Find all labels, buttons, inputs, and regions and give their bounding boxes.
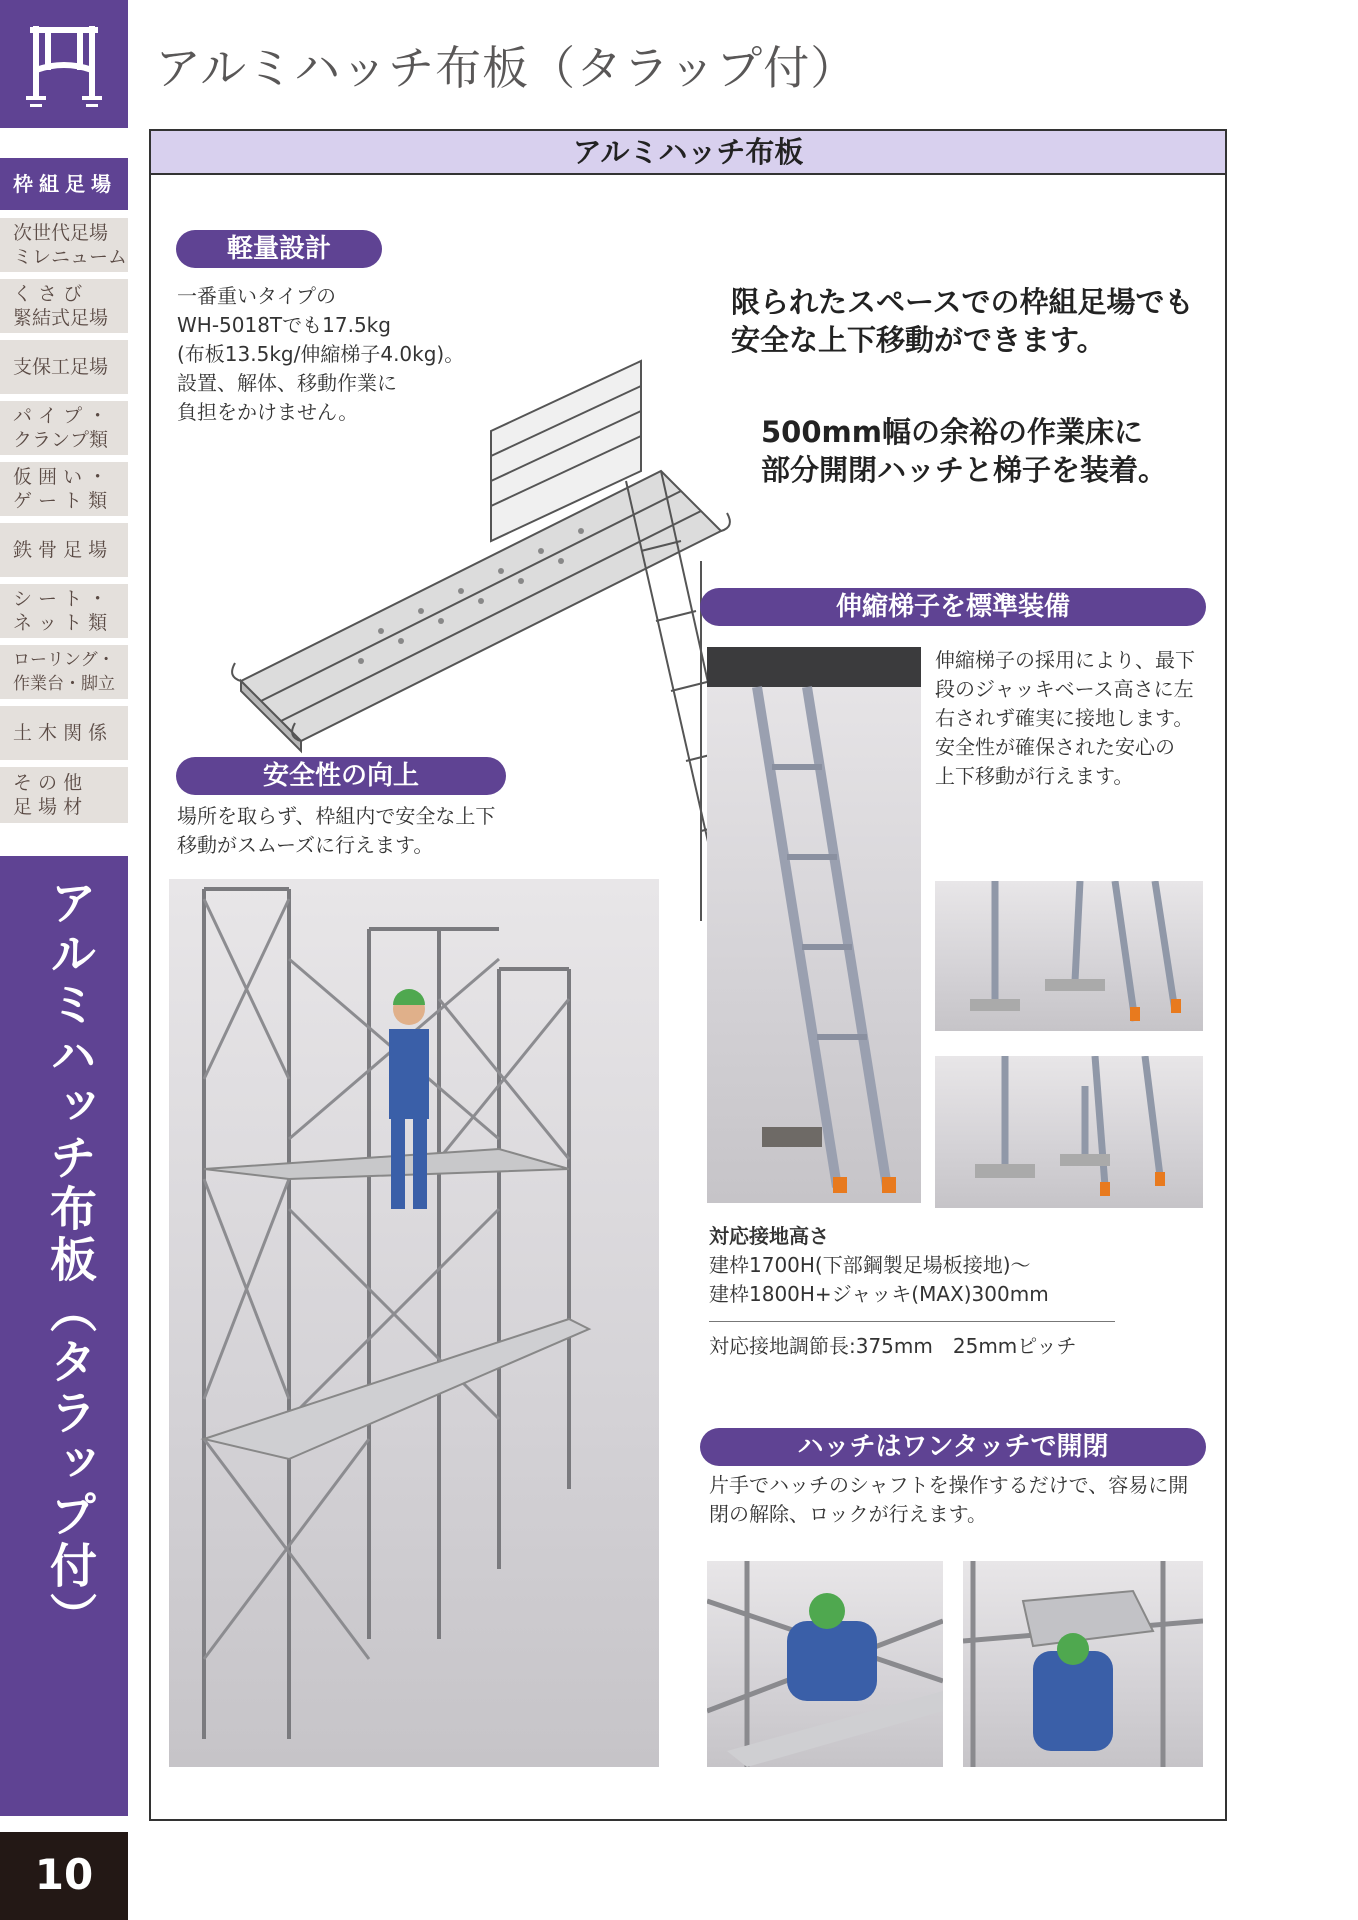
sidebar-item-shiho[interactable] [0, 340, 128, 394]
sidebar-item-label: 支保工足場 [13, 356, 109, 378]
text-line: 一番重いタイプの [177, 284, 336, 308]
text-line: 安全な上下移動ができます。 [731, 323, 1106, 357]
sidebar-item-pipe[interactable] [0, 401, 128, 455]
hatch-photo-1 [707, 1561, 943, 1767]
text-line: (布板13.5kg/伸縮梯子4.0kg)。 [177, 342, 465, 366]
text-line: 設置、解体、移動作業に [177, 371, 397, 395]
text-line: 500mm幅の余裕の作業床に [761, 415, 1143, 449]
jack-base-photo-2 [935, 1056, 1203, 1208]
spec-lines [709, 1251, 1049, 1309]
sidebar-item-waku[interactable] [0, 158, 128, 210]
scaffold-frame-icon [0, 0, 128, 128]
frame-header: アルミハッチ布板 [151, 131, 1225, 175]
text-line: 右されず確実に接地します。 [935, 706, 1194, 730]
sidebar-item-kusabi[interactable] [0, 279, 128, 333]
text-line: 建枠1700H(下部鋼製足場板接地)～ [709, 1253, 1031, 1277]
hatch-photo-graphic [963, 1561, 1203, 1767]
text-line: 安全性が確保された安心の [935, 735, 1175, 759]
sidebar-item-label: く さ び [13, 283, 83, 305]
text-line: 建枠1800H+ジャッキ(MAX)300mm [709, 1282, 1049, 1306]
sidebar-item-rolling[interactable] [0, 645, 128, 699]
hatch-photo-2 [963, 1561, 1203, 1767]
page-number: 10 [34, 1850, 94, 1899]
sidebar-item-millennium[interactable] [0, 218, 128, 272]
ladder-photo [707, 647, 921, 1203]
hatch-text [709, 1471, 1188, 1529]
page-title: アルミハッチ布板（タラップ付） [155, 41, 858, 95]
sidebar-item-label: 土 木 関 係 [13, 722, 108, 744]
sidebar-item-label: そ の 他 [13, 772, 83, 794]
sidebar-item-label: シ ー ト ・ [13, 588, 108, 610]
text-line: 段のジャッキベース高さに左 [935, 677, 1194, 701]
text-line: 伸縮梯子の採用により、最下 [935, 648, 1195, 672]
sidebar-item-sheet[interactable] [0, 584, 128, 638]
scaffold-photo-graphic [169, 879, 659, 1767]
sidebar-item-label: ゲ ー ト 類 [13, 490, 108, 512]
sidebar-item-label: クランプ類 [13, 429, 109, 451]
sidebar-item-label: 足 場 材 [13, 796, 83, 818]
heading-light-design: 軽量設計 [176, 230, 382, 268]
heading-one-touch-hatch: ハッチはワンタッチで開閉 [700, 1428, 1206, 1466]
safety-text [177, 802, 495, 860]
sidebar-item-label: ネ ッ ト 類 [13, 612, 108, 634]
vertical-section-title: アルミハッチ布板（タラップ付） [42, 878, 97, 1643]
jack-photo-graphic [935, 881, 1203, 1031]
sidebar-item-label: ローリング・ [13, 650, 115, 670]
text-line: WH-5018Tでも17.5kg [177, 313, 391, 337]
lead-text-2 [761, 413, 1167, 489]
page-number-box [0, 1832, 128, 1920]
text-line: 片手でハッチのシャフトを操作するだけで、容易に開 [709, 1473, 1189, 1497]
sidebar-item-label: 作業台・脚立 [13, 674, 115, 694]
ladder-text [935, 646, 1195, 791]
sidebar-item-label: 緊結式足場 [13, 307, 109, 329]
jack-photo-graphic [935, 1056, 1203, 1208]
scaffold-photo [169, 879, 659, 1767]
heading-telescopic-ladder: 伸縮梯子を標準装備 [700, 588, 1206, 626]
adjust-length: 対応接地調節長:375mm 25mmピッチ [709, 1334, 1077, 1358]
divider [709, 1321, 1115, 1322]
text-line: 部分開閉ハッチと梯子を装着。 [761, 453, 1168, 487]
spec-title: 対応接地高さ [709, 1224, 829, 1248]
sidebar-item-label: 枠組足場 [13, 172, 117, 196]
sidebar-item-sonota[interactable] [0, 767, 128, 823]
text-line: 上下移動が行えます。 [935, 764, 1134, 788]
sidebar-item-label: 次世代足場 [13, 222, 109, 244]
content-frame [149, 129, 1227, 1821]
brand-logo [0, 0, 128, 128]
text-line: 負担をかけません。 [177, 400, 359, 424]
heading-safety: 安全性の向上 [176, 757, 506, 795]
text-line: 場所を取らず、枠組内で安全な上下 [177, 804, 496, 828]
sidebar-item-label: 鉄 骨 足 場 [13, 539, 108, 561]
sidebar-item-label: ミレニューム [13, 246, 128, 268]
sidebar-item-kakoi[interactable] [0, 462, 128, 516]
text-line: 限られたスペースでの枠組足場でも [731, 285, 1194, 319]
section-title-band [0, 856, 128, 1816]
sidebar-item-tekkotsu[interactable] [0, 523, 128, 577]
ladder-photo-graphic [707, 647, 921, 1203]
sidebar-item-label: パ イ プ ・ [13, 405, 108, 427]
hatch-photo-graphic [707, 1561, 943, 1767]
lead-text-1 [731, 283, 1194, 359]
jack-base-photo-1 [935, 881, 1203, 1031]
text-line: 閉の解除、ロックが行えます。 [709, 1502, 987, 1526]
sidebar-item-doboku[interactable] [0, 706, 128, 760]
sidebar-item-label: 仮 囲 い ・ [13, 466, 108, 488]
text-line: 移動がスムーズに行えます。 [177, 833, 434, 857]
